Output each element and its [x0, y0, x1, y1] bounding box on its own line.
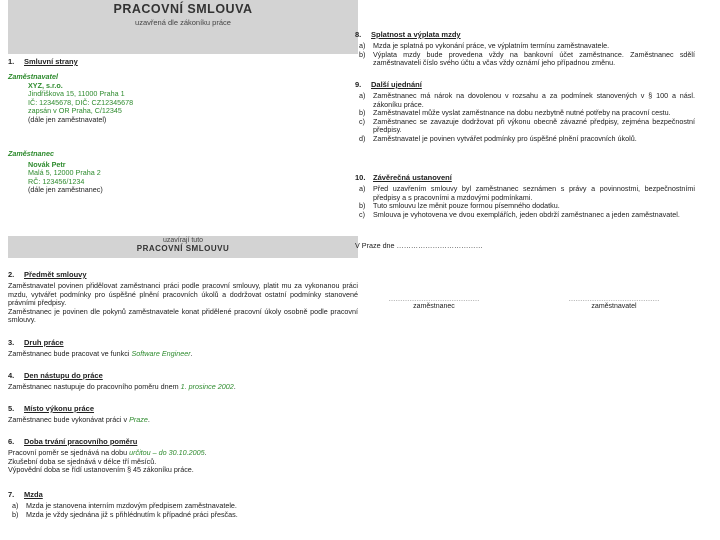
employee-alias: (dále jen zaměstnanec) — [28, 185, 103, 195]
section-4: 4. Den nástupu do práce Zaměstnanec nastupuje do pracovního poměru dnem 1. prosince 2002. — [8, 371, 358, 392]
section-3-title: Druh práce — [24, 338, 64, 347]
section-9-list — [355, 92, 695, 144]
list-item: b) Tuto smlouvu lze měnit pouze formou písemného dodatku. — [359, 201, 560, 211]
employee-signature-label: zaměstnanec — [413, 303, 455, 310]
list-item: a) Mzda je stanovena interním mzdovým předpisem zaměstnavatele. — [12, 501, 237, 510]
section-1: 1. Smluvní strany — [8, 57, 78, 66]
place-date: V Praze dne ……………………………… — [355, 241, 483, 250]
employee-address: Malá 5, 12000 Praha 2 — [28, 168, 101, 178]
job-title-value: Software Engineer — [131, 349, 191, 358]
section-3: 3. Druh práce Zaměstnanec bude pracovat ve funkci Software Engineer. — [8, 338, 358, 359]
workplace-value: Praze — [129, 415, 148, 424]
section-8: 8. Splatnost a výplata mzdy a) Mzda je splatná po vykonání práce, ve výplatním termínu zaměstnavatele. b) Výplata mzdy bude provedena vždy na bankovní účet zaměstnance. Zaměstnanec sdělí zaměstnavateli číslo svého účtu a včas vždy oznámí jeho případnou změnu. — [355, 30, 695, 68]
section-1-title: Smluvní strany — [24, 57, 78, 66]
place-date-line — [355, 242, 695, 251]
section-9-title: Další ujednání — [371, 80, 422, 89]
section-2: 2. Předmět smlouvy Zaměstnavatel povinen přidělovat zaměstnanci práci podle pracovní smlouvy, platit mu za vykonanou práci mzdu, vytvářet podmínky pro úspěšné plnění pracovních úkolů a dodržovat ostatní podmínky stanovené právními předpisy. Zaměstnanec je povinen dle pokynů zaměstnavatele konat přidělené pracovní úkoly osobně podle pracovní smlouvy. — [8, 270, 358, 325]
employee-block — [8, 150, 358, 195]
section-5-text: Zaměstnanec bude vykonávat práci v Praze. — [8, 415, 150, 424]
document-title: PRACOVNÍ SMLOUVA — [113, 2, 253, 16]
section-7-title: Mzda — [24, 490, 43, 499]
employer-address: Jindřiškova 15, 11000 Praha 1 — [28, 89, 125, 99]
document-subtitle: uzavřená dle zákoníku práce — [135, 18, 231, 27]
employer-block — [8, 73, 358, 125]
list-item: c) Smlouva je vyhotovena ve dvou exemplářích, jeden obdrží zaměstnanec a jeden zaměstnavatel. — [359, 209, 680, 219]
list-item: a) Před uzavřením smlouvy byl zaměstnanec seznámen s právy a povinnostmi, bezpečnostními předpisy a s pracovními a mzdovými podmínkami. — [359, 184, 695, 202]
section-5-title: Místo výkonu práce — [24, 404, 95, 413]
start-date-value: 1. prosince 2002 — [180, 382, 234, 391]
middle-banner-line1: uzavírají tuto — [162, 237, 204, 244]
employer-signature-label: zaměstnavatel — [591, 303, 637, 310]
section-6: 6. Doba trvání pracovního poměru Pracovní poměr se sjednává na dobu určitou – do 30.10.2005. Zkušební doba se sjednává v délce tří měsíců. Výpovědní doba se řídí ustanovením § 45 zákoníku práce. — [8, 437, 358, 475]
employee-rc: RČ: 123456/1234 — [28, 176, 85, 186]
employer-label: Zaměstnavatel — [8, 72, 58, 81]
section-2-paragraph-1: Zaměstnavatel povinen přidělovat zaměstnanci práci podle pracovní smlouvy, platit mu za vykonanou práci mzdu, vytvářet podmínky pro úspěšné plnění pracovních úkolů a dodržovat ostatní podmínky stanovené právními předpisy. — [8, 281, 358, 308]
section-10-title: Závěrečná ustanovení — [373, 173, 452, 182]
employer-signature — [549, 296, 679, 310]
employee-name: Novák Petr — [28, 159, 66, 169]
section-4-title: Den nástupu do práce — [24, 371, 103, 380]
employer-ids: IČ: 12345678, DIČ: CZ12345678 — [28, 97, 134, 107]
section-6-line-2: Zkušební doba se sjednává v délce tří měsíců. — [8, 456, 157, 466]
section-6-line-3: Výpovědní doba se řídí ustanovením § 45 zákoníku práce. — [8, 465, 194, 475]
employee-label: Zaměstnanec — [8, 149, 54, 158]
section-9: 9. Další ujednání a) Zaměstnanec má nárok na dovolenou v rozsahu a za podmínek stanovených v § 100 a násl. zákoníku práce. b) Zaměstnavatel může vyslat zaměstnance na dobu nezbytně nutné potřeby na pracovní cestu. c) Zaměstnanec se zavazuje dodržovat při výkonu obecně závazné předpisy, zejména bezpečnostní předpisy. d) Zaměstnavatel je povinen vytvářet podmínky pro úspěšné plnění pracovních úkolů. — [355, 80, 695, 143]
section-4-text: Zaměstnanec nastupuje do pracovního poměru dnem 1. prosince 2002. — [8, 382, 236, 391]
section-8-list — [355, 42, 695, 68]
employer-signature-line: ………………………………… — [568, 296, 660, 303]
section-7: 7. Mzda a) Mzda je stanovena interním mzdovým předpisem zaměstnavatele. b) Mzda je vždy sjednána již s přihlédnutím k případné práci přesčas. — [8, 490, 358, 519]
section-8-title: Splatnost a výplata mzdy — [371, 30, 461, 39]
middle-banner — [8, 236, 358, 258]
section-2-title: Předmět smlouvy — [24, 270, 87, 279]
middle-banner-line2: PRACOVNÍ SMLOUVU — [136, 244, 230, 253]
list-item: b) Mzda je vždy sjednána již s přihlédnutím k případné práci přesčas. — [12, 509, 238, 519]
list-item: a) Mzda je splatná po vykonání práce, ve výplatním termínu zaměstnavatele. — [359, 41, 610, 50]
section-6-line-1: Pracovní poměr se sjednává na dobu určitou – do 30.10.2005. — [8, 448, 207, 457]
section-10: 10. Závěrečná ustanovení a) Před uzavřením smlouvy byl zaměstnanec seznámen s právy a povinnostmi, bezpečnostními předpisy a s pracovními a mzdovými podmínkami. b) Tuto smlouvu lze měnit pouze formou písemného dodatku. c) Smlouva je vyhotovena ve dvou exemplářích, jeden obdrží zaměstnanec a jeden zaměstnavatel. — [355, 173, 695, 219]
list-item: b) Výplata mzdy bude provedena vždy na bankovní účet zaměstnance. Zaměstnanec sdělí zaměstnavateli číslo svého účtu a včas vždy oznámí jeho případnou změnu. — [359, 49, 695, 68]
section-2-paragraph-2: Zaměstnanec je povinen dle pokynů zaměstnavatele konat přidělené pracovní úkoly osobně podle pracovní smlouvy. — [8, 306, 358, 325]
section-7-list — [8, 502, 358, 519]
list-item: d) Zaměstnavatel je povinen vytvářet podmínky pro úspěšné plnění pracovních úkolů. — [359, 133, 637, 143]
left-page — [8, 0, 358, 519]
section-5: 5. Místo výkonu práce Zaměstnanec bude vykonávat práci v Praze. — [8, 404, 358, 425]
list-item: b) Zaměstnavatel může vyslat zaměstnance na dobu nezbytně nutné potřeby na pracovní cestu. — [359, 108, 671, 118]
section-3-text: Zaměstnanec bude pracovat ve funkci Software Engineer. — [8, 349, 193, 358]
employee-signature-line: ………………………………… — [388, 296, 480, 303]
list-item: c) Zaměstnanec se zavazuje dodržovat při výkonu obecně závazné předpisy, zejména bezpečnostní předpisy. — [359, 116, 695, 135]
contract-term-value: určitou – do 30.10.2005 — [129, 448, 205, 457]
list-item: a) Zaměstnanec má nárok na dovolenou v rozsahu a za podmínek stanovených v § 100 a násl. zákoníku práce. — [359, 91, 695, 109]
section-6-title: Doba trvání pracovního poměru — [24, 437, 138, 446]
employer-alias: (dále jen zaměstnavatel) — [28, 114, 107, 124]
title-banner — [8, 0, 358, 54]
employer-name: XYZ, s.r.o. — [28, 80, 63, 90]
employee-signature — [369, 296, 499, 310]
section-10-list — [355, 185, 695, 219]
employer-register: zapsán v OR Praha, C/12345 — [28, 106, 122, 116]
